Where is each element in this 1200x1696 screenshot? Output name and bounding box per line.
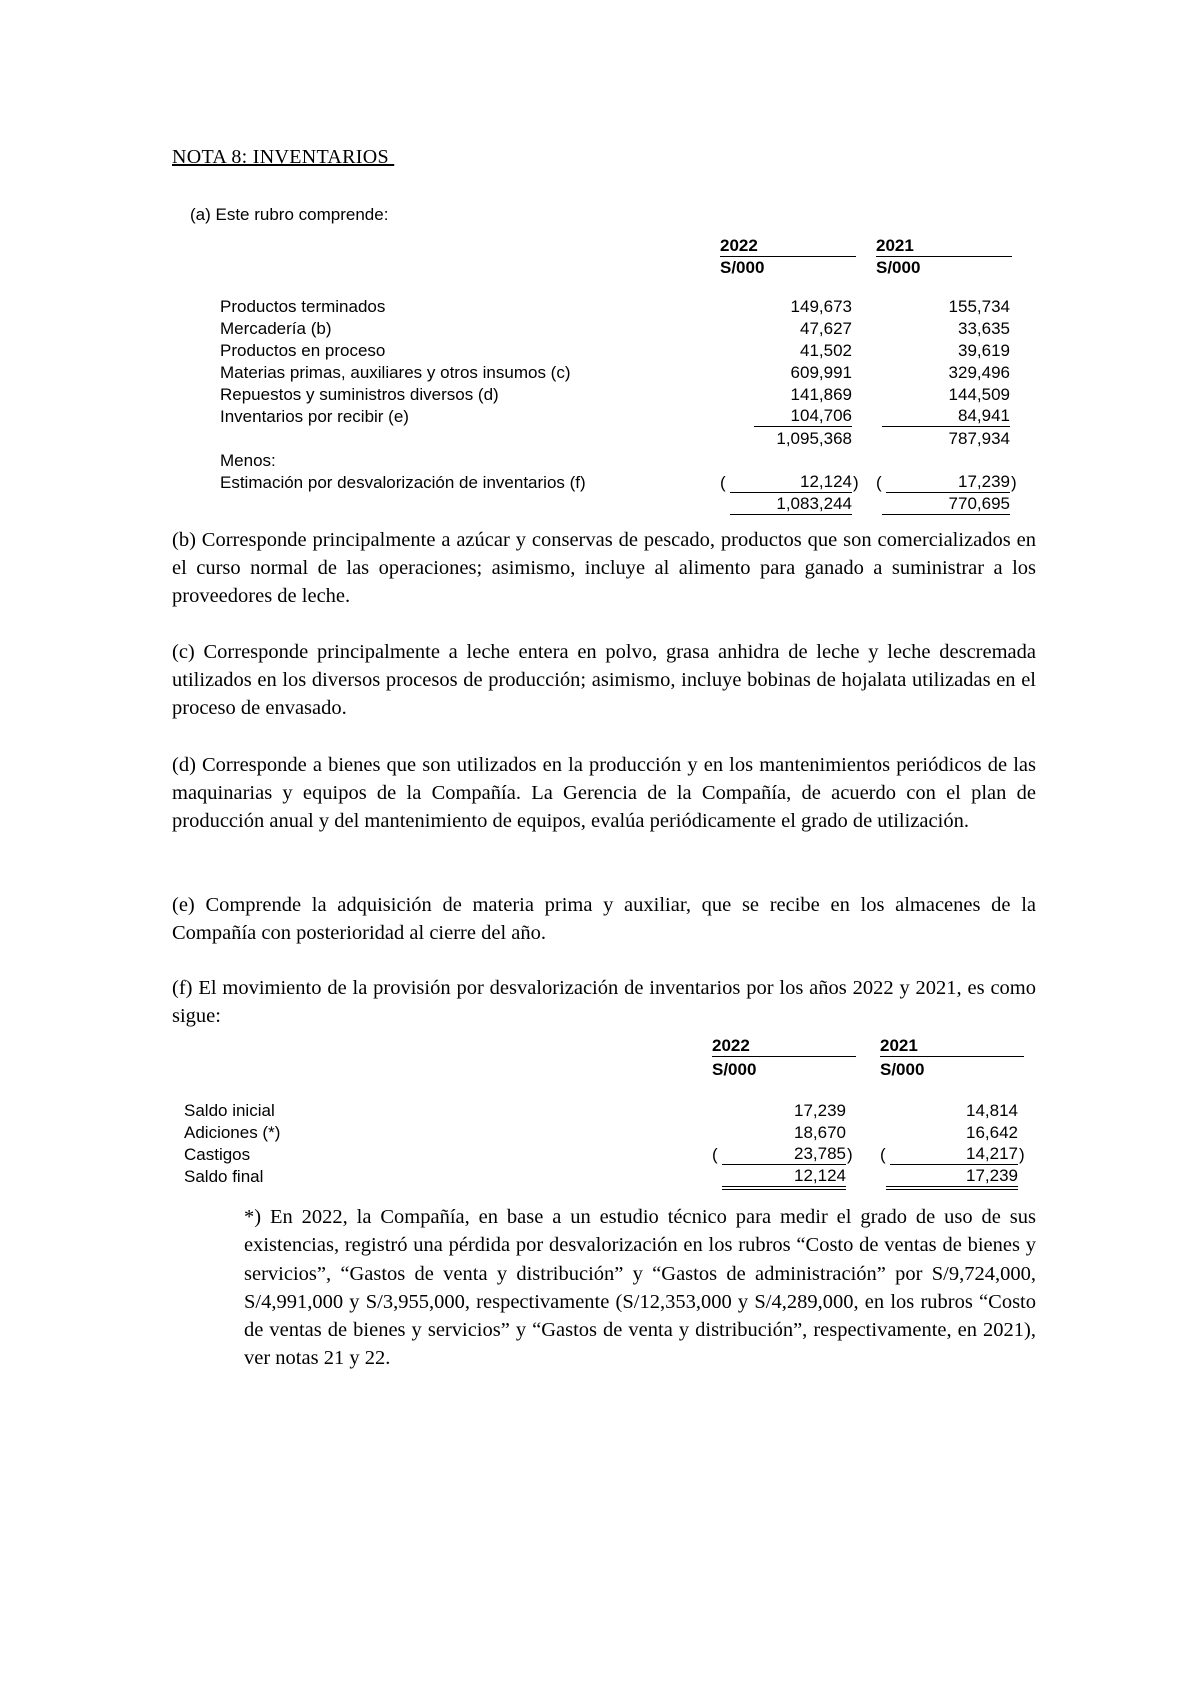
total-2022: 1,083,244 (730, 494, 852, 515)
table-f-header-2022: 2022 (712, 1036, 856, 1057)
row-value-2021: 39,619 (958, 341, 1010, 360)
writeoffs-row (184, 1144, 1034, 1166)
open-paren: ( (880, 1145, 886, 1164)
row-label: Productos en proceso (220, 341, 386, 360)
estimate-row (220, 472, 1020, 494)
footnote: *) En 2022, la Compañía, en base a un estudio técnico para medir el grado de uso de sus existencias, registró una pérdida por desvalorización en los rubros “Costo de ventas de bienes y servicios”, “Gastos de venta y distribución” y “Gastos de administración” por S/9,724,000, S/4,991,000 y S/3,955,000, respectivamente (S/12,353,000 y S/4,289,000, en los rubros “Costo de ventas de bienes y servicios” y “Gastos de venta y distribución”, respectivamente, en 2021), ver notas 21 y 22. (244, 1206, 1036, 1370)
row-label: Mercadería (b) (220, 319, 332, 338)
subtotal-row (220, 428, 1020, 450)
table-f-unit-2021: S/000 (880, 1060, 925, 1079)
closing-balance-row (184, 1166, 1034, 1188)
row-value-2021: 144,509 (948, 385, 1010, 404)
table-f-header-2021: 2021 (880, 1036, 1024, 1057)
row-value-2021: 33,635 (958, 319, 1010, 338)
table-a-unit-2022: S/000 (720, 258, 765, 277)
table-row (220, 318, 1020, 340)
open-paren: ( (712, 1145, 718, 1164)
row-value-2021: 84,941 (882, 406, 1010, 427)
note-d: (d) Corresponde a bienes que son utilizados en la producción y en los mantenimientos periódicos de las maquinarias y equipos de la Compañía. La Gerencia de la Compañía, de acuerdo con el plan de producción anual y del mantenimiento de equipos, evalúa periódicamente el grado de utilización. (172, 754, 1036, 832)
row-value-2021: 155,734 (948, 297, 1010, 316)
row-value-2022: 609,991 (790, 363, 852, 382)
additions-label: Adiciones (*) (184, 1123, 281, 1142)
less-label: Menos: (220, 451, 276, 470)
provision-movement-table (184, 1036, 1034, 1196)
table-row (220, 340, 1020, 362)
table-a-header-2021: 2021 (876, 236, 1012, 257)
less-row (220, 450, 1020, 472)
total-row (220, 494, 1020, 516)
close-paren: ) (1019, 1145, 1025, 1164)
closing-2022: 12,124 (722, 1166, 846, 1190)
row-value-2022: 41,502 (800, 341, 852, 360)
writeoffs-2021: 14,217 (890, 1144, 1018, 1165)
note-c: (c) Corresponde principalmente a leche entera en polvo, grasa anhidra de leche y leche descremada utilizados en los diversos procesos de producción; asimismo, incluye bobinas de hojalata utilizadas en el proceso de envasado. (172, 641, 1036, 719)
note-title: NOTA 8: INVENTARIOS (172, 146, 395, 168)
opening-balance-row (184, 1100, 1034, 1122)
inventory-table (220, 236, 1020, 516)
table-a-header-2022: 2022 (720, 236, 856, 257)
estimate-2022: 12,124 (730, 472, 852, 493)
close-paren: ) (1011, 473, 1017, 492)
opening-2022: 17,239 (794, 1101, 846, 1120)
subtotal-2022: 1,095,368 (776, 429, 852, 448)
additions-2021: 16,642 (966, 1123, 1018, 1142)
table-a-unit-2021: S/000 (876, 258, 921, 277)
row-value-2022: 104,706 (754, 406, 852, 427)
row-value-2022: 149,673 (790, 297, 852, 316)
total-2021: 770,695 (882, 494, 1010, 515)
note-e: (e) Comprende la adquisición de materia prima y auxiliar, que se recibe en los almacenes de la Compañía con posterioridad al cierre del año. (172, 894, 1036, 944)
additions-2022: 18,670 (794, 1123, 846, 1142)
row-label: Repuestos y suministros diversos (d) (220, 385, 499, 404)
row-label: Productos terminados (220, 297, 386, 316)
row-label: Materias primas, auxiliares y otros insumos (c) (220, 363, 571, 382)
opening-2021: 14,814 (966, 1101, 1018, 1120)
open-paren: ( (876, 473, 882, 492)
open-paren: ( (720, 473, 726, 492)
writeoffs-2022: 23,785 (722, 1144, 846, 1165)
table-row (220, 296, 1020, 318)
row-value-2021: 329,496 (948, 363, 1010, 382)
note-f: (f) El movimiento de la provisión por desvalorización de inventarios por los años 2022 y 2021, es como sigue: (172, 977, 1036, 1027)
opening-label: Saldo inicial (184, 1101, 275, 1120)
table-f-unit-2022: S/000 (712, 1060, 757, 1079)
estimate-2021: 17,239 (886, 472, 1010, 493)
close-paren: ) (847, 1145, 853, 1164)
row-value-2022: 47,627 (800, 319, 852, 338)
row-value-2022: 141,869 (790, 385, 852, 404)
table-row (220, 362, 1020, 384)
table-row (220, 406, 1020, 428)
estimate-label: Estimación por desvalorización de inventarios (f) (220, 473, 586, 492)
note-b: (b) Corresponde principalmente a azúcar y conservas de pescado, productos que son comercializados en el curso normal de las operaciones; asimismo, incluye al alimento para ganado a suministrar a los proveedores de leche. (172, 529, 1036, 607)
row-label: Inventarios por recibir (e) (220, 407, 409, 426)
writeoffs-label: Castigos (184, 1145, 251, 1164)
close-paren: ) (853, 473, 859, 492)
table-a-intro: (a) Este rubro comprende: (190, 205, 389, 224)
table-row (220, 384, 1020, 406)
closing-2021: 17,239 (886, 1166, 1018, 1190)
subtotal-2021: 787,934 (948, 429, 1010, 448)
closing-label: Saldo final (184, 1167, 264, 1186)
additions-row (184, 1122, 1034, 1144)
